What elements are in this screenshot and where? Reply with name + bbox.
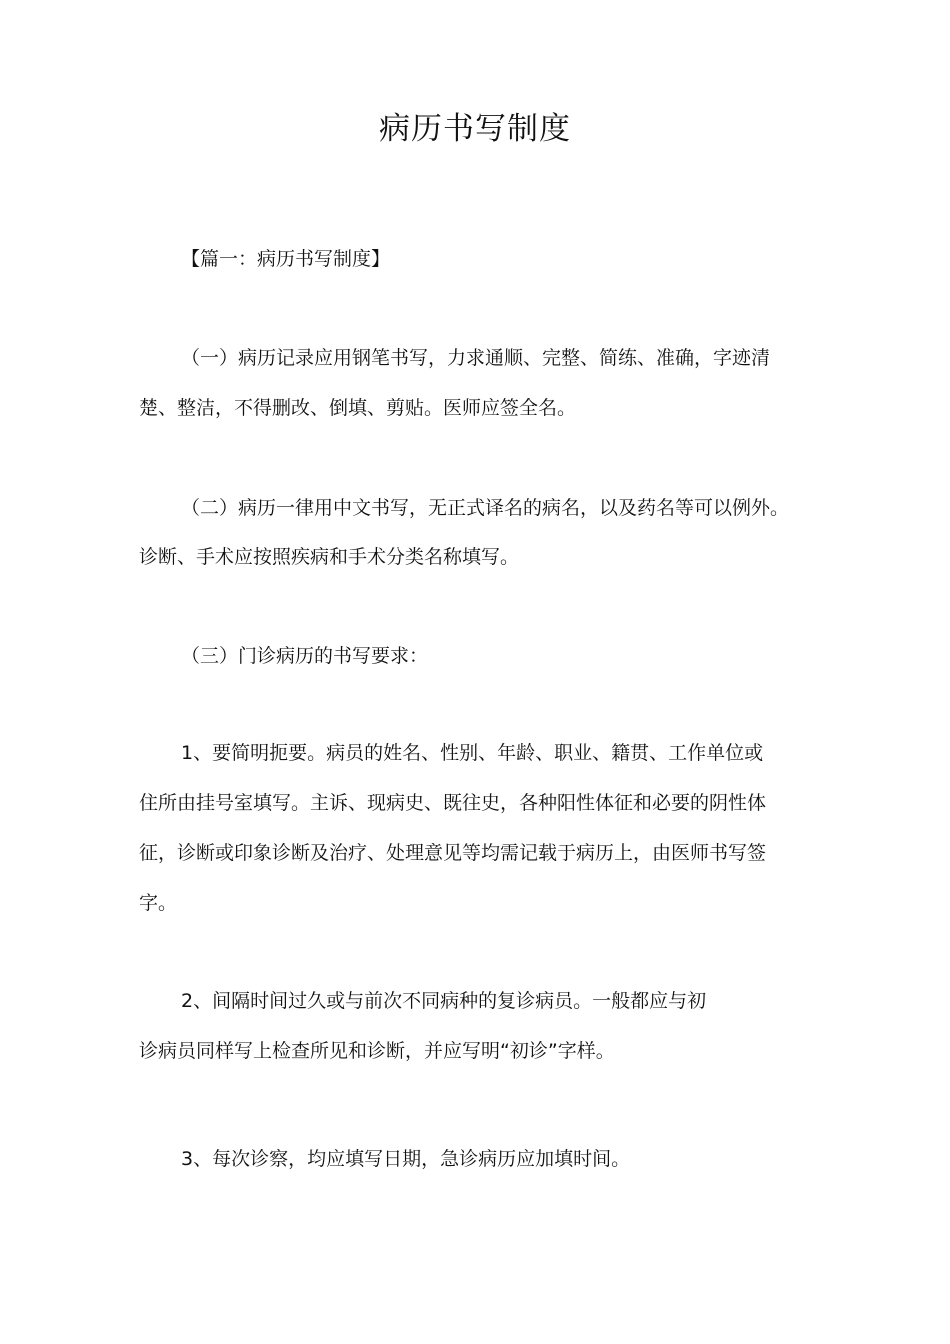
- paragraph-2-line-1: （二）病历一律用中文书写，无正式译名的病名，以及药名等可以例外。: [181, 497, 790, 519]
- paragraph-4-line-3: 征，诊断或印象诊断及治疗、处理意见等均需记载于病历上，由医师书写签: [139, 842, 767, 864]
- paragraph-4-line-4: 字。: [139, 892, 178, 914]
- paragraph-5-line-1: 2、间隔时间过久或与前次不同病种的复诊病员。一般都应与初: [181, 990, 707, 1012]
- paragraph-1-line-1: （一）病历记录应用钢笔书写，力求通顺、完整、简练、准确，字迹清: [181, 347, 771, 369]
- paragraph-6-line-1: 3、每次诊察，均应填写日期，急诊病历应加填时间。: [181, 1148, 631, 1170]
- paragraph-5-line-2: 诊病员同样写上检查所见和诊断，并应写明“初诊”字样。: [139, 1040, 615, 1062]
- document-title: 病历书写制度: [379, 111, 571, 147]
- section-heading: 【篇一：病历书写制度】: [181, 248, 391, 270]
- paragraph-4-line-2: 住所由挂号室填写。主诉、现病史、既往史，各种阳性体征和必要的阴性体: [139, 792, 767, 814]
- paragraph-3-line-1: （三）门诊病历的书写要求：: [181, 645, 429, 667]
- paragraph-2-line-2: 诊断、手术应按照疾病和手术分类名称填写。: [139, 546, 520, 568]
- paragraph-4-line-1: 1、要简明扼要。病员的姓名、性别、年龄、职业、籍贯、工作单位或: [181, 742, 764, 764]
- paragraph-1-line-2: 楚、整洁，不得删改、倒填、剪贴。医师应签全名。: [139, 397, 577, 419]
